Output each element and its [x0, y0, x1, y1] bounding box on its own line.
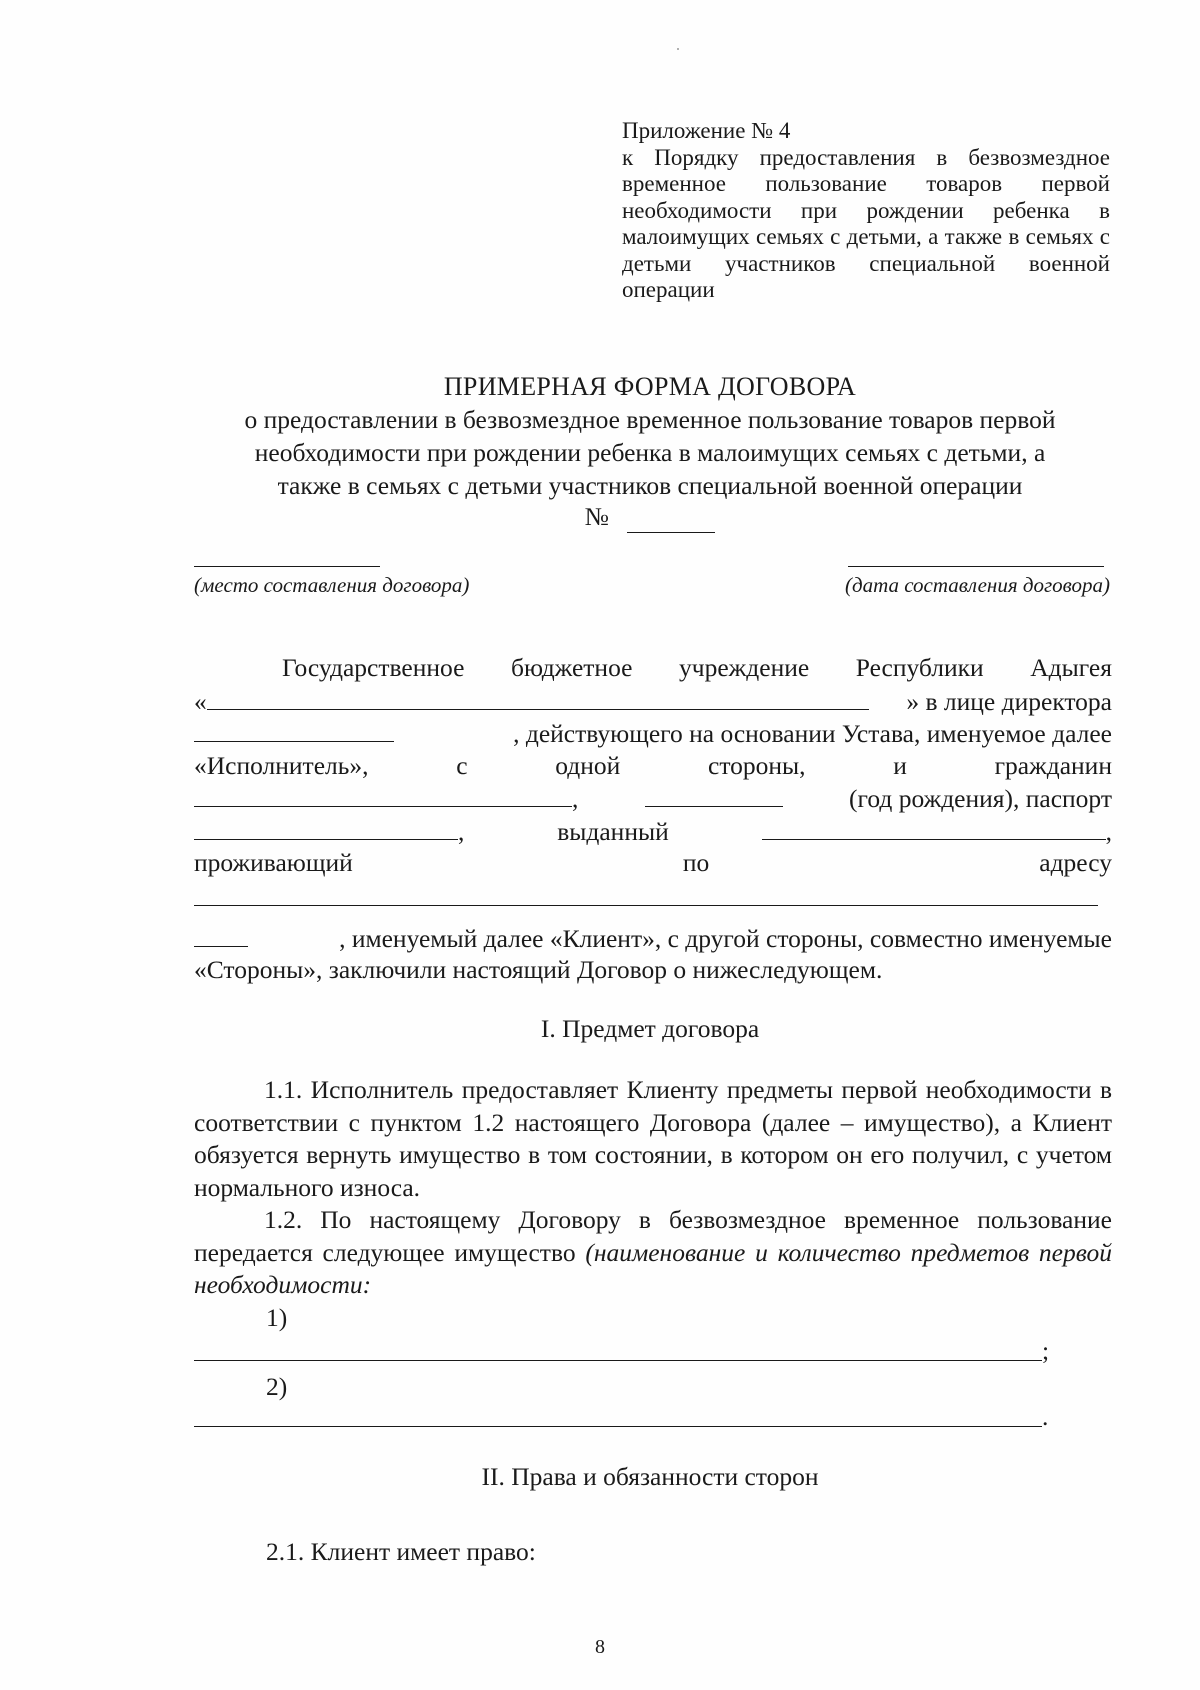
address-line-row: [194, 880, 1112, 920]
contract-number: [190, 502, 1110, 533]
citizen-name-field: [194, 782, 578, 816]
contract-number-blank[interactable]: [627, 502, 715, 533]
item-1-end: ;: [1042, 1336, 1050, 1365]
institution-name-blank[interactable]: [207, 685, 869, 710]
quote-open: «: [194, 686, 207, 716]
birth-year-blank[interactable]: [645, 782, 783, 807]
subtitle-line: также в семьях с детьми участников специальной военной операции: [277, 471, 1023, 500]
preamble-line: [194, 750, 1112, 783]
word: Республики: [855, 653, 984, 682]
comma: ,: [572, 784, 579, 813]
scan-speck: [677, 48, 679, 50]
address-end-blank[interactable]: [194, 922, 248, 947]
document-title: ПРИМЕРНАЯ ФОРМА ДОГОВОРА: [443, 372, 857, 401]
preamble-line: [194, 847, 1112, 880]
passport-issuer-field: [762, 815, 1112, 849]
clause-1-2: [194, 1204, 1112, 1302]
section-1-heading: I. Предмет договора: [540, 1014, 760, 1043]
word: «Исполнитель»,: [194, 750, 369, 780]
subtitle-line: необходимости при рождении ребенка в малоимущих семьях с детьми, а: [254, 438, 1046, 467]
preamble: [194, 652, 1112, 987]
parties-line: «Стороны», заключили настоящий Договор о нижеследующем.: [194, 955, 883, 984]
citizen-name-blank[interactable]: [194, 782, 572, 807]
preamble-line: [194, 922, 1112, 955]
preamble-line: [194, 815, 1112, 848]
comma: ,: [1105, 816, 1112, 846]
address-blank[interactable]: [194, 905, 1098, 906]
number-sign: №: [584, 502, 609, 531]
item-1-blank[interactable]: [194, 1360, 1042, 1361]
passport-issuer-blank[interactable]: [762, 815, 1106, 840]
date-blank[interactable]: [848, 566, 1104, 567]
preamble-line: [194, 717, 1112, 750]
institution-name-field: [194, 685, 869, 719]
word: по: [682, 848, 710, 877]
word: учреждение: [679, 653, 810, 682]
word: с: [456, 750, 468, 780]
appendix-number: Приложение № 4: [622, 118, 791, 143]
director-text: » в лице директора: [906, 686, 1112, 716]
item-2-label: 2): [266, 1372, 288, 1401]
word: бюджетное: [510, 653, 633, 682]
date-caption: (дата составления договора): [844, 573, 1110, 597]
issued-text: выданный: [557, 816, 669, 846]
director-name-blank[interactable]: [194, 717, 394, 742]
word: и: [893, 750, 907, 780]
passport-number-blank[interactable]: [194, 815, 458, 840]
year-passport-text: (год рождения), паспорт: [849, 784, 1112, 813]
acting-text: , действующего на основании Устава, именуемое далее: [513, 719, 1112, 748]
word: одной: [555, 750, 621, 780]
client-text: , именуемый далее «Клиент», с другой стороны, совместно именуемые: [339, 923, 1112, 953]
clause-1-2-text: 1.2. По настоящему Договору в безвозмездное временное пользование передается следующее имущество: [194, 1205, 1112, 1267]
place-caption: (место составления договора): [194, 573, 470, 597]
word: адресу: [1039, 848, 1112, 877]
item-2-end: .: [1042, 1402, 1049, 1431]
preamble-line: [194, 685, 1112, 718]
preamble-line: [194, 782, 1112, 815]
comma: ,: [458, 816, 465, 846]
page-number: 8: [595, 1636, 605, 1658]
clause-1-1: 1.1. Исполнитель предоставляет Клиенту предметы первой необходимости в соответствии с пунктом 1.2 настоящего Договора (далее – имущество), а Клиент обязуется вернуть имущество в том состоянии, в котором он его получил, с учетом нормального износа.: [194, 1075, 1112, 1202]
clause-1-2-italic: (наименование и количество предметов первой необходимости:: [194, 1237, 1112, 1299]
section-2-heading: II. Права и обязанности сторон: [481, 1462, 819, 1491]
passport-number-field: [194, 815, 464, 849]
word: проживающий: [194, 848, 353, 877]
document-subtitle: [190, 403, 1110, 502]
item-2-blank[interactable]: [194, 1426, 1042, 1427]
appendix-header: [622, 118, 1110, 304]
word: Адыгея: [1030, 653, 1112, 682]
word: гражданин: [994, 750, 1112, 780]
word: Государственное: [282, 653, 465, 682]
place-blank[interactable]: [194, 566, 380, 567]
preamble-line: [194, 652, 1112, 685]
word: стороны,: [708, 750, 806, 780]
appendix-reference: к Порядку предоставления в безвозмездное временное пользование товаров первой необходимости при рождении ребенка в малоимущих семьях с детьми, а также в семьях с детьми участников специальной военной операции: [622, 144, 1110, 302]
item-1-label: 1): [266, 1303, 288, 1332]
subtitle-line: о предоставлении в безвозмездное временное пользование товаров первой: [244, 405, 1056, 434]
clause-2-1: 2.1. Клиент имеет право:: [266, 1537, 536, 1566]
